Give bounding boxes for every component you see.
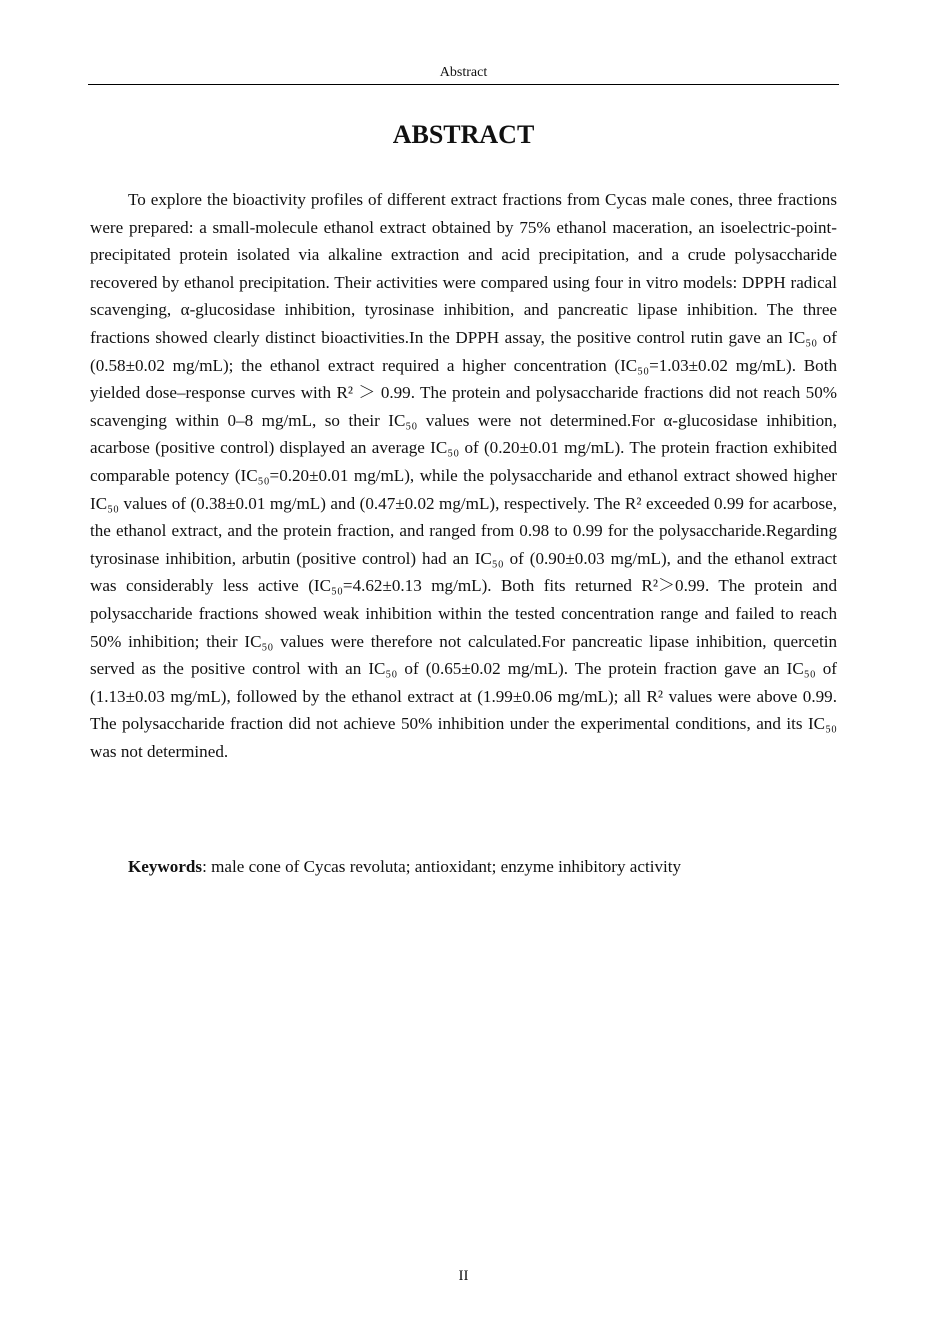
header-rule — [88, 84, 839, 85]
keywords-label: Keywords — [128, 857, 203, 876]
page-number: II — [458, 1268, 469, 1284]
keywords-text: : male cone of Cycas revoluta; antioxidant; enzyme inhibitory activity — [202, 857, 682, 876]
keywords-line — [90, 853, 837, 881]
abstract-paragraph: To explore the bioactivity profiles of different extract fractions from Cycas male cones, three fractions were prepared: a small-molecule ethanol extract obtained by 75% ethanol maceration, an isoelectric-point-precipitated protein isolated via alkaline extraction and acid precipitation, and a crude polysaccharide recovered by ethanol precipitation. Their activities were compared using four in vitro models: DPPH radical scavenging, α-glucosidase inhibition, tyrosinase inhibition, and pancreatic lipase inhibition. The three fractions showed clearly distinct bioactivities.In the DPPH assay, the positive control rutin gave an IC₅₀ of (0.58±0.02 mg/mL); the ethanol extract required a higher concentration (IC₅₀=1.03±0.02 mg/mL). Both yielded dose–response curves with R² ＞ 0.99. The protein and polysaccharide fractions did not reach 50% scavenging within 0–8 mg/mL, so their IC₅₀ values were not determined.For α-glucosidase inhibition, acarbose (positive control) displayed an average IC₅₀ of (0.20±0.01 mg/mL). The protein fraction exhibited comparable potency (IC₅₀=0.20±0.01 mg/mL), while the polysaccharide and ethanol extract showed higher IC₅₀ values of (0.38±0.01 mg/mL) and (0.47±0.02 mg/mL), respectively. The R² exceeded 0.99 for acarbose, the ethanol extract, and the protein fraction, and ranged from 0.98 to 0.99 for the polysaccharide.Regarding tyrosinase inhibition, arbutin (positive control) had an IC₅₀ of (0.90±0.03 mg/mL), and the ethanol extract was considerably less active (IC₅₀=4.62±0.13 mg/mL). Both fits returned R²＞0.99. The protein and polysaccharide fractions showed weak inhibition within the tested concentration range and failed to reach 50% inhibition; their IC₅₀ values were therefore not calculated.For pancreatic lipase inhibition, quercetin served as the positive control with an IC₅₀ of (0.65±0.02 mg/mL). The protein fraction gave an IC₅₀ of (1.13±0.03 mg/mL), followed by the ethanol extract at (1.99±0.06 mg/mL); all R² values were above 0.99. The polysaccharide fraction did not achieve 50% inhibition under the experimental conditions, and its IC₅₀ was not determined. — [90, 190, 837, 761]
running-header: Abstract — [439, 65, 488, 80]
page-title: ABSTRACT — [392, 120, 535, 149]
